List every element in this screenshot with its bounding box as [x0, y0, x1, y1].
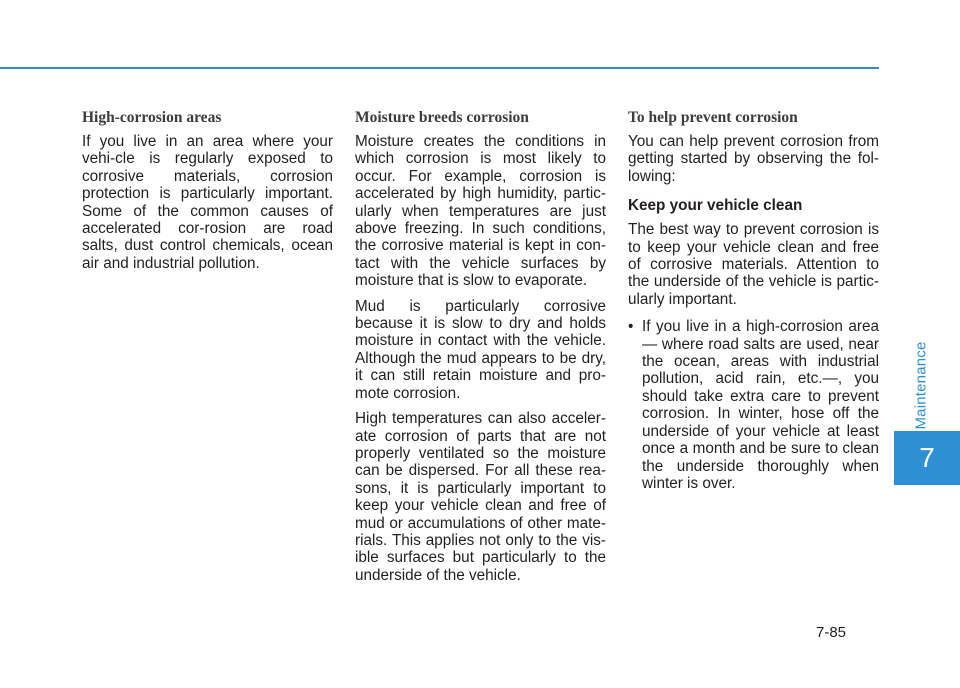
paragraph: Moisture creates the conditions in which corrosion is most likely to occur. For example, corrosion is accelerated by high humidity, partic-ularly when temperatures are just above freezing. In such conditions, the corrosive material is kept in con-tact with the vehicle surfaces by moisture that is slow to evaporate. — [355, 133, 606, 290]
header-rule — [0, 67, 879, 69]
paragraph: You can help prevent corrosion from getting started by observing the fol-lowing: — [628, 133, 879, 185]
paragraph: High temperatures can also acceler-ate corrosion of parts that are not properly ventilated so the moisture can be dispersed. For all these rea-sons, it is particularly important to keep your vehicle clean and free of mud or accumulations of other mate-rials. This applies not only to the vis-ible surfaces but particularly to the underside of the vehicle. — [355, 410, 606, 584]
column-prevent-corrosion — [628, 108, 879, 492]
column-moisture — [355, 108, 606, 592]
section-heading: Moisture breeds corrosion — [355, 109, 529, 126]
paragraph: Mud is particularly corrosive because it is slow to dry and holds moisture in contact with the vehicle. Although the mud appears to be dry, it can still retain moisture and pro-mote corrosion. — [355, 297, 606, 402]
paragraph: The best way to prevent corrosion is to keep your vehicle clean and free of corrosive materials. Attention to the underside of the vehicle is partic-ularly important. — [628, 221, 879, 308]
bullet-icon: • — [628, 318, 634, 336]
subheading: Keep your vehicle clean — [628, 197, 803, 215]
chapter-title: Maintenance — [912, 340, 930, 430]
page-number: 7-85 — [816, 624, 847, 641]
section-heading: High-corrosion areas — [82, 109, 222, 126]
bullet-text: If you live in a high-corrosion area — where road salts are used, near the ocean, areas with industrial pollution, acid rain, etc.—, you should take extra care to prevent corrosion. In winter, hose off the underside of your vehicle at least once a month and be sure to clean the underside thoroughly when winter is over. — [642, 318, 879, 492]
section-heading: To help prevent corrosion — [628, 109, 798, 126]
chapter-side-label — [893, 340, 949, 430]
chapter-tab — [894, 431, 960, 485]
paragraph: If you live in an area where your vehi-cle is regularly exposed to corrosive materials, corrosion protection is particularly important. Some of the common causes of accelerated cor-rosion are road salts, dust control chemicals, ocean air and industrial pollution. — [82, 133, 333, 272]
column-high-corrosion — [82, 108, 333, 280]
bullet-item — [628, 318, 879, 492]
chapter-number: 7 — [919, 442, 935, 473]
